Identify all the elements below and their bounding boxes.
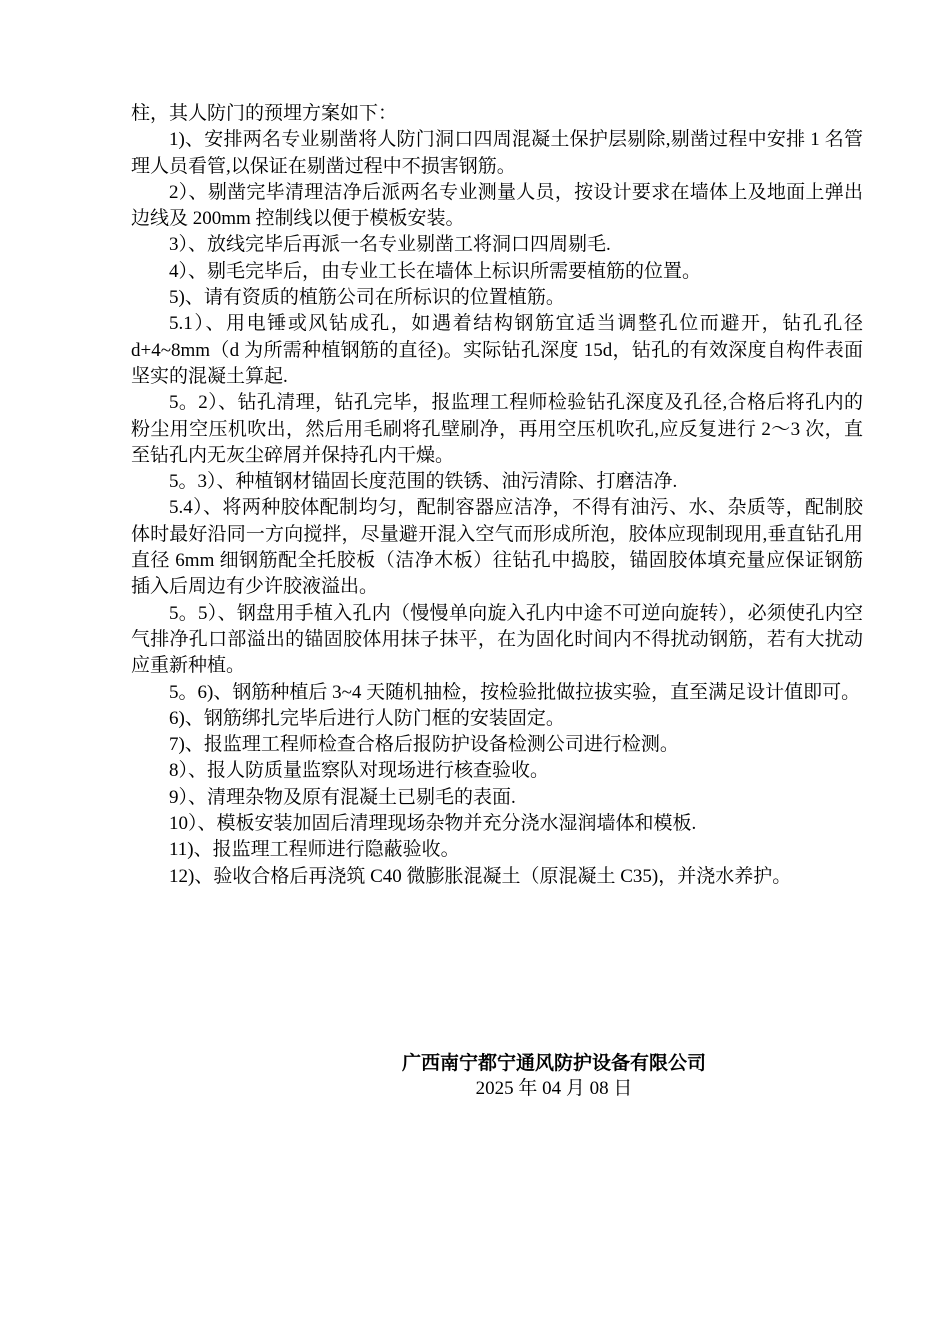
paragraph-intro: 柱，其人防门的预埋方案如下： — [131, 103, 398, 124]
signature-date: 2025 年 04 月 08 日 — [475, 1078, 633, 1099]
paragraph-step-10: 10）、模板安装加固后清理现场杂物并充分浇水湿润墙体和模板. — [169, 813, 697, 835]
signature-company: 广西南宁都宁通风防护设备有限公司 — [401, 1052, 706, 1074]
paragraph-step-12: 12)、验收合格后再浇筑 C40 微膨胀混凝土（原混凝土 C35)，并浇水养护。 — [169, 865, 792, 887]
paragraph-step-5-1: 5.1）、用电锤或风钻成孔，如遇着结构钢筋宜适当调整孔位而避开，钻孔孔径 d+4~8mm（d 为所需种植钢筋的直径)。实际钻孔深度 15d，钻孔的有效深度自构件表面坚实的混凝土算起. — [131, 313, 863, 387]
paragraph-step-7: 7)、报监理工程师检查合格后报防护设备检测公司进行检测。 — [169, 734, 679, 756]
paragraph-step-5-5: 5。5）、钢盘用手植入孔内（慢慢单向旋入孔内中途不可逆向旋转），必须使孔内空气排净孔口部溢出的锚固胶体用抹子抹平，在为固化时间内不得扰动钢筋，若有大扰动应重新种植。 — [131, 602, 863, 677]
paragraph-step-5: 5)、请有资质的植筋公司在所标识的位置植筋。 — [169, 287, 565, 309]
paragraph-step-4: 4）、剔毛完毕后，由专业工长在墙体上标识所需要植筋的位置。 — [169, 260, 702, 282]
paragraph-step-11: 11)、报监理工程师进行隐蔽验收。 — [169, 839, 460, 861]
paragraph-step-2: 2）、剔凿完毕清理洁净后派两名专业测量人员，按设计要求在墙体上及地面上弹出边线及 200mm 控制线以便于模板安装。 — [131, 181, 863, 230]
paragraph-step-5-2: 5。2）、钻孔清理，钻孔完毕，报监理工程师检验钻孔深度及孔径,合格后将孔内的粉尘用空压机吹出，然后用毛刷将孔壁刷净，再用空压机吹孔,应反复进行 2～3 次，直至钻孔内无灰尘碎屑并保持孔内干燥。 — [131, 392, 863, 466]
paragraph-step-5-6: 5。6)、钢筋种植后 3~4 天随机抽检，按检验批做拉拔实验，直至满足设计值即可。 — [169, 681, 861, 703]
paragraph-step-5-4: 5.4）、将两种胶体配制均匀，配制容器应洁净，不得有油污、水、杂质等，配制胶体时最好沿同一方向搅拌，尽量避开混入空气而形成所泡，胶体应现制现用,垂直钻孔用直径 6mm 细钢筋配全托胶板（洁净木板）往钻孔中捣胶，锚固胶体填充量应保证钢筋插入后周边有少许胶液溢出。 — [131, 497, 863, 598]
paragraph-step-5-3: 5。3）、种植钢材锚固长度范围的铁锈、油污清除、打磨洁净. — [169, 471, 678, 493]
paragraph-step-8: 8）、报人防质量监察队对现场进行核查验收。 — [169, 760, 550, 782]
paragraph-step-9: 9）、清理杂物及原有混凝土已剔毛的表面. — [169, 786, 516, 808]
paragraph-step-6: 6)、钢筋绑扎完毕后进行人防门框的安装固定。 — [169, 707, 565, 729]
document-body — [131, 101, 863, 890]
paragraph-step-1: 1)、安排两名专业剔凿将人防门洞口四周混凝土保护层剔除,剔凿过程中安排 1 名管理人员看管,以保证在剔凿过程中不损害钢筋。 — [131, 129, 863, 177]
paragraph-step-3: 3）、放线完毕后再派一名专业剔凿工将洞口四周剔毛. — [169, 234, 611, 256]
